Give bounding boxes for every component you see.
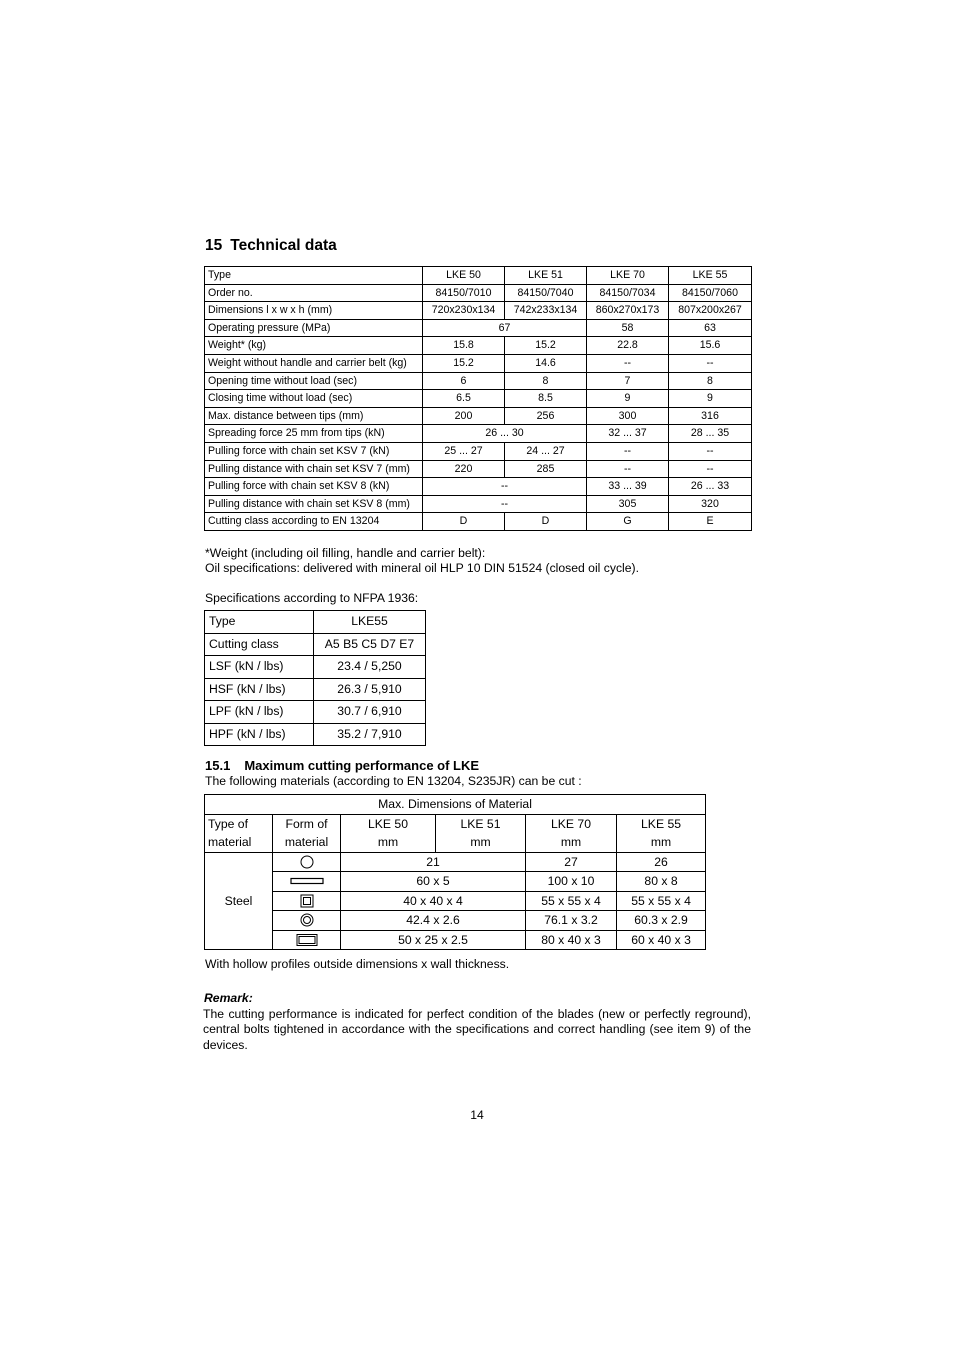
- table-cell: 22.8: [587, 337, 669, 355]
- table-cell: 84150/7040: [505, 284, 587, 302]
- table-cell: 35.2 / 7,910: [314, 723, 426, 746]
- row-label: Pulling force with chain set KSV 7 (kN): [205, 442, 423, 460]
- model-unit: mm: [650, 835, 672, 849]
- remark-title: Remark:: [204, 991, 253, 1005]
- table-row: [205, 442, 752, 460]
- table-row: [205, 319, 752, 337]
- model-name: LKE 55: [641, 816, 682, 831]
- subsection-number: 15.1: [205, 758, 231, 773]
- table-row: [205, 701, 426, 724]
- table-cell: LKE55: [314, 611, 426, 634]
- table-cell: 25 ... 27: [423, 442, 505, 460]
- header-cell: LKE 55: [669, 267, 752, 285]
- table-cell: 42.4 x 2.6: [341, 911, 526, 931]
- table-row: [205, 678, 426, 701]
- row-label: Pulling distance with chain set KSV 7 (mm): [205, 460, 423, 478]
- page-number: 14: [470, 1108, 484, 1122]
- model-unit: mm: [377, 835, 399, 849]
- table-cell: --: [587, 354, 669, 372]
- row-label: LPF (kN / lbs): [205, 701, 314, 724]
- table-row: [205, 852, 706, 872]
- table-cell: E: [669, 513, 752, 531]
- header-line: material: [284, 835, 329, 849]
- table-cell: 8.5: [505, 390, 587, 408]
- row-label: LSF (kN / lbs): [205, 656, 314, 679]
- table-cell: 60 x 5: [341, 872, 526, 892]
- table-cell: 32 ... 37: [587, 425, 669, 443]
- subsection-heading: [205, 758, 479, 773]
- table-cell: 84150/7034: [587, 284, 669, 302]
- table-cell: 320: [669, 495, 752, 513]
- row-label: HPF (kN / lbs): [205, 723, 314, 746]
- table-cell: D: [505, 513, 587, 531]
- table-cell: 100 x 10: [526, 872, 617, 892]
- table-cell: 58: [587, 319, 669, 337]
- table-cell: 26 ... 30: [423, 425, 587, 443]
- row-label: Type: [205, 611, 314, 634]
- table-cell: 720x230x134: [423, 302, 505, 320]
- row-label: Spreading force 25 mm from tips (kN): [205, 425, 423, 443]
- form-cell: [273, 872, 341, 892]
- table-cell: 9: [669, 390, 752, 408]
- header-model: [436, 814, 526, 852]
- table-cell: 285: [505, 460, 587, 478]
- table-cell: 15.2: [505, 337, 587, 355]
- table-cell: G: [587, 513, 669, 531]
- table-cell: 15.8: [423, 337, 505, 355]
- header-model: [341, 814, 436, 852]
- table-row: [205, 372, 752, 390]
- table-header-row: [205, 267, 752, 285]
- nfpa-table: [204, 610, 426, 746]
- header-cell: Type: [205, 267, 423, 285]
- table-cell: 30.7 / 6,910: [314, 701, 426, 724]
- form-cell: [273, 911, 341, 931]
- table-header-row: [205, 814, 706, 852]
- table-cell: 84150/7060: [669, 284, 752, 302]
- table-cell: 305: [587, 495, 669, 513]
- table-cell: 23.4 / 5,250: [314, 656, 426, 679]
- row-label: Pulling force with chain set KSV 8 (kN): [205, 478, 423, 496]
- row-label: Closing time without load (sec): [205, 390, 423, 408]
- table-cell: 80 x 40 x 3: [526, 930, 617, 950]
- table-cell: 50 x 25 x 2.5: [341, 930, 526, 950]
- table-row: [205, 911, 706, 931]
- row-label: Weight without handle and carrier belt (kg): [205, 354, 423, 372]
- table-row: [205, 656, 426, 679]
- table-cell: 807x200x267: [669, 302, 752, 320]
- section-number: 15: [205, 237, 223, 254]
- header-type-of-material: [205, 814, 273, 852]
- table-row: [205, 633, 426, 656]
- table-cell: 60 x 40 x 3: [617, 930, 706, 950]
- row-label: HSF (kN / lbs): [205, 678, 314, 701]
- table-cell: 26 ... 33: [669, 478, 752, 496]
- model-name: LKE 51: [460, 816, 501, 831]
- table-caption-row: [205, 795, 706, 815]
- table-cell: --: [423, 478, 587, 496]
- row-label: Weight* (kg): [205, 337, 423, 355]
- table-cell: 6: [423, 372, 505, 390]
- table-row: [205, 302, 752, 320]
- section-heading: [205, 237, 337, 255]
- table-cell: 21: [341, 852, 526, 872]
- table-cell: 55 x 55 x 4: [526, 891, 617, 911]
- table-cell: 40 x 40 x 4: [341, 891, 526, 911]
- table-row: [205, 390, 752, 408]
- model-name: LKE 70: [551, 816, 591, 831]
- table-row: [205, 930, 706, 950]
- table-row: [205, 891, 706, 911]
- subsection-title: Maximum cutting performance of LKE: [244, 758, 480, 773]
- table-cell: 55 x 55 x 4: [617, 891, 706, 911]
- round-tube-icon: [300, 913, 314, 927]
- table-cell: 33 ... 39: [587, 478, 669, 496]
- hollow-profile-note: With hollow profiles outside dimensions x wall thickness.: [205, 957, 510, 971]
- table-cell: 14.6: [505, 354, 587, 372]
- table-cell: 15.6: [669, 337, 752, 355]
- flat-bar-icon: [290, 877, 324, 885]
- table-cell: 220: [423, 460, 505, 478]
- table-cell: 256: [505, 407, 587, 425]
- row-label: Order no.: [205, 284, 423, 302]
- row-label: Opening time without load (sec): [205, 372, 423, 390]
- material-cell: Steel: [205, 852, 273, 950]
- table-row: [205, 284, 752, 302]
- row-label: Cutting class: [205, 633, 314, 656]
- nfpa-intro: Specifications according to NFPA 1936:: [205, 591, 419, 605]
- model-name: LKE 50: [368, 816, 408, 831]
- table-cell: --: [587, 460, 669, 478]
- square-tube-icon: [300, 894, 314, 908]
- remark-text: The cutting performance is indicated for perfect condition of the blades (new or perfectly reground), central bolts tightened in accordance with the specifications and correct handling (see item 9) of the devices.: [203, 1007, 751, 1052]
- table-caption: Max. Dimensions of Material: [205, 795, 706, 815]
- table-cell: 80 x 8: [617, 872, 706, 892]
- model-unit: mm: [560, 835, 582, 849]
- table-cell: 7: [587, 372, 669, 390]
- table-cell: --: [669, 442, 752, 460]
- form-cell: [273, 852, 341, 872]
- table-row: [205, 337, 752, 355]
- table-cell: --: [423, 495, 587, 513]
- header-line: Type of: [208, 816, 248, 831]
- table-cell: 8: [669, 372, 752, 390]
- table-cell: 26: [617, 852, 706, 872]
- row-label: Pulling distance with chain set KSV 8 (mm): [205, 495, 423, 513]
- table-cell: A5 B5 C5 D7 E7: [314, 633, 426, 656]
- table-cell: 63: [669, 319, 752, 337]
- table-row: [205, 407, 752, 425]
- table-cell: 300: [587, 407, 669, 425]
- table-row: [205, 460, 752, 478]
- header-line: material: [208, 835, 252, 849]
- table-row: [205, 478, 752, 496]
- table-cell: --: [669, 354, 752, 372]
- table-cell: 9: [587, 390, 669, 408]
- table-cell: --: [587, 442, 669, 460]
- section-title: Technical data: [230, 237, 337, 254]
- table-row: [205, 425, 752, 443]
- row-label: Dimensions l x w x h (mm): [205, 302, 423, 320]
- row-label: Cutting class according to EN 13204: [205, 513, 423, 531]
- table-cell: 27: [526, 852, 617, 872]
- table-row: [205, 354, 752, 372]
- table-cell: 28 ... 35: [669, 425, 752, 443]
- table-cell: 67: [423, 319, 587, 337]
- header-model: [617, 814, 706, 852]
- table-cell: 76.1 x 3.2: [526, 911, 617, 931]
- cutting-performance-table: [204, 794, 706, 950]
- round-bar-icon: [300, 855, 314, 869]
- table-cell: 742x233x134: [505, 302, 587, 320]
- weight-note: *Weight (including oil filling, handle and carrier belt):: [205, 546, 486, 560]
- table-cell: 316: [669, 407, 752, 425]
- subsection-intro: The following materials (according to EN 13204, S235JR) can be cut :: [205, 774, 582, 788]
- model-unit: mm: [470, 835, 491, 849]
- table-row: [205, 513, 752, 531]
- table-cell: 24 ... 27: [505, 442, 587, 460]
- header-cell: LKE 70: [587, 267, 669, 285]
- table-cell: 200: [423, 407, 505, 425]
- table-cell: 15.2: [423, 354, 505, 372]
- table-cell: 8: [505, 372, 587, 390]
- form-cell: [273, 891, 341, 911]
- row-label: Max. distance between tips (mm): [205, 407, 423, 425]
- table-row: [205, 723, 426, 746]
- table-cell: 860x270x173: [587, 302, 669, 320]
- form-cell: [273, 930, 341, 950]
- table-cell: 84150/7010: [423, 284, 505, 302]
- technical-data-table: [204, 266, 752, 531]
- rectangular-tube-icon: [296, 933, 318, 947]
- oil-note: Oil specifications: delivered with mineral oil HLP 10 DIN 51524 (closed oil cycle).: [205, 561, 639, 575]
- header-model: [526, 814, 617, 852]
- header-cell: LKE 50: [423, 267, 505, 285]
- table-cell: 60.3 x 2.9: [617, 911, 706, 931]
- table-cell: 6.5: [423, 390, 505, 408]
- row-label: Operating pressure (MPa): [205, 319, 423, 337]
- table-row: [205, 495, 752, 513]
- table-row: [205, 872, 706, 892]
- header-line: Form of: [285, 816, 328, 831]
- table-cell: D: [423, 513, 505, 531]
- header-cell: LKE 51: [505, 267, 587, 285]
- table-cell: --: [669, 460, 752, 478]
- table-cell: 26.3 / 5,910: [314, 678, 426, 701]
- header-form-of-material: [273, 814, 341, 852]
- table-row: [205, 611, 426, 634]
